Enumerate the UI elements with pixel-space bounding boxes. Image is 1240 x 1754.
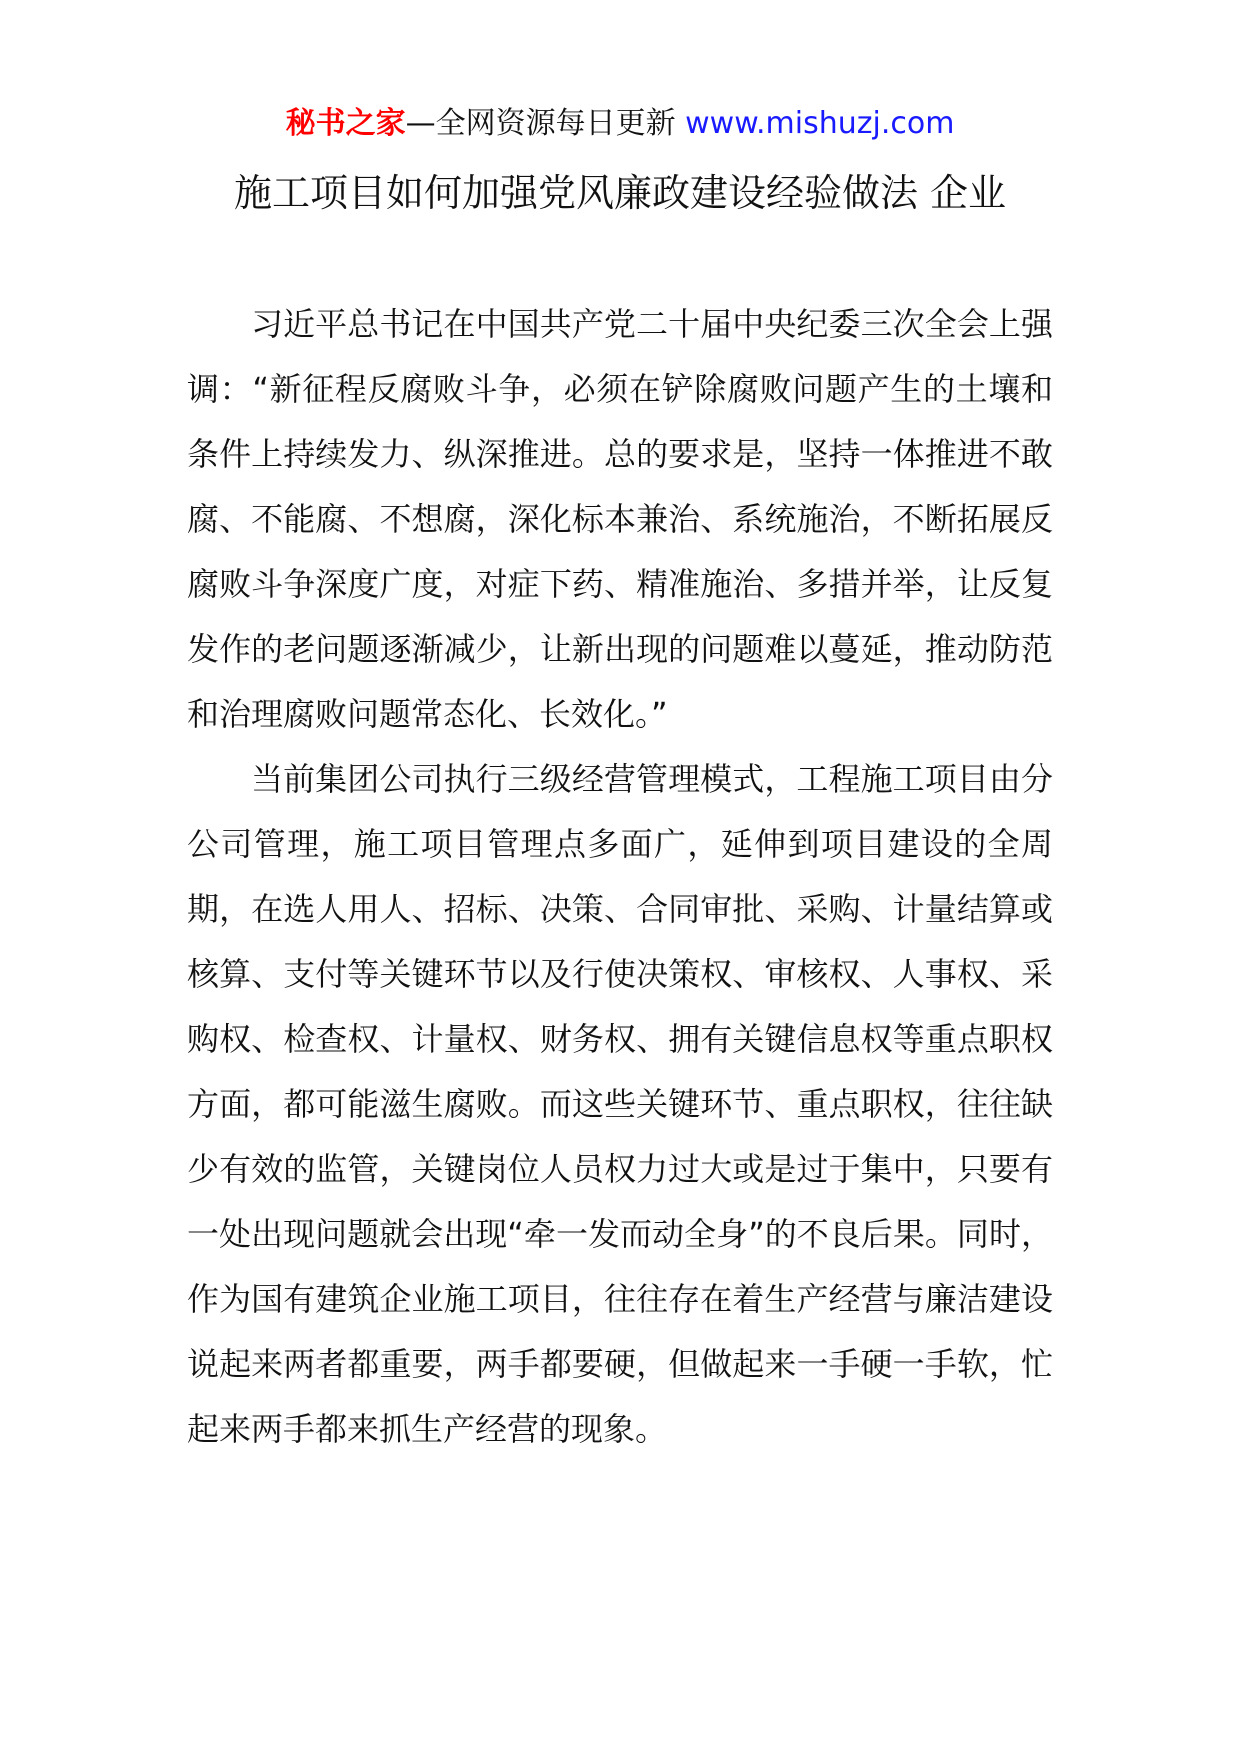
site-header [0, 102, 1240, 146]
document-title: 施工项目如何加强党风廉政建设经验做法 企业 [233, 171, 1007, 215]
site-url-link[interactable]: www.mishuzj.com [685, 106, 955, 141]
site-tagline: —全网资源每日更新 [405, 106, 686, 141]
paragraph-2: 当前集团公司执行三级经营管理模式，工程施工项目由分公司管理，施工项目管理点多面广，延伸到项目建设的全周期，在选人用人、招标、决策、合同审批、采购、计量结算或核算、支付等关键环节以及行使决策权、审核权、人事权、采购权、检查权、计量权、财务权、拥有关键信息权等重点职权方面，都可能滋生腐败。而这些关键环节、重点职权，往往缺少有效的监管，关键岗位人员权力过大或是过于集中，只要有一处出现问题就会出现“牵一发而动全身”的不良后果。同时，作为国有建筑企业施工项目，往往存在着生产经营与廉洁建设说起来两者都重要，两手都要硬，但做起来一手硬一手软，忙起来两手都来抓生产经营的现象。 [187, 760, 1053, 1448]
site-brand: 秘书之家 [285, 106, 406, 141]
document-body [187, 292, 1053, 1462]
paragraph-1: 习近平总书记在中国共产党二十届中央纪委三次全会上强调：“新征程反腐败斗争，必须在铲除腐败问题产生的土壤和条件上持续发力、纵深推进。总的要求是，坚持一体推进不敢腐、不能腐、不想腐，深化标本兼治、系统施治，不断拓展反腐败斗争深度广度，对症下药、精准施治、多措并举，让反复发作的老问题逐渐减少，让新出现的问题难以蔓延，推动防范和治理腐败问题常态化、长效化。” [187, 305, 1053, 733]
